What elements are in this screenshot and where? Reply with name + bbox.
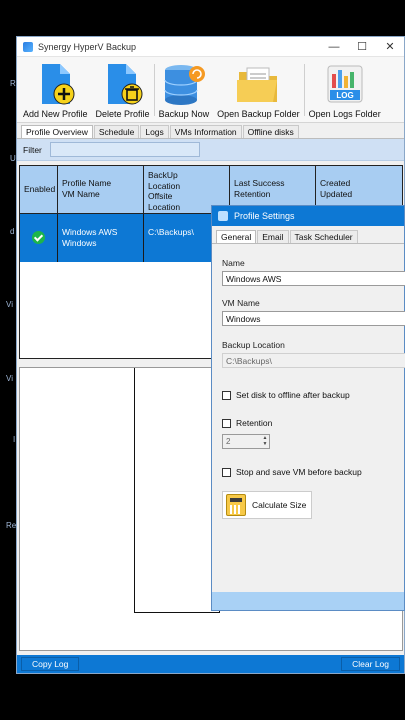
name-field[interactable] [222,271,405,286]
background-text-fragment: Vi [6,300,13,309]
tab-vms-information[interactable]: VMs Information [170,125,242,138]
filter-input[interactable] [50,142,200,157]
tab-task-scheduler[interactable]: Task Scheduler [290,230,358,243]
delete-profile-icon [100,62,146,106]
tab-schedule[interactable]: Schedule [94,125,139,138]
dialog-title: Profile Settings [234,211,295,221]
calculate-size-button[interactable] [222,491,312,519]
tab-logs[interactable]: Logs [140,125,168,138]
minimize-button[interactable]: — [328,40,340,53]
add-profile-icon [32,62,78,106]
retention-label: Retention [236,418,273,428]
profile-name-cell: Windows AWS Windows [58,214,144,262]
ribbon-label: Open Backup Folder [217,109,300,119]
dialog-title-bar [212,206,404,226]
backup-database-icon [161,62,207,106]
calculator-icon [226,494,246,516]
background-text-fragment: d [10,227,15,236]
dialog-bottom-bar [212,592,404,610]
offline-disk-checkbox[interactable] [222,391,231,400]
column-header-backup-location[interactable]: BackUp Location Offsite Location [144,166,230,213]
window-title: Synergy HyperV Backup [38,41,137,52]
stop-vm-label: Stop and save VM before backup [236,467,362,477]
tab-offline-disks[interactable]: Offline disks [243,125,299,138]
background-text-fragment: U [10,154,16,163]
column-header-enabled[interactable]: Enabled [20,166,58,213]
folder-icon [235,62,281,106]
spin-down-icon[interactable]: ▼ [262,441,268,447]
ribbon-label: Backup Now [158,109,210,119]
retention-checkbox[interactable] [222,419,231,428]
log-chart-icon [322,62,368,106]
backup-location-cell: C:\Backups\ [144,214,230,262]
backup-now-button[interactable] [155,57,214,122]
filter-label: Filter [23,144,42,155]
background-text-fragment: Re [6,521,17,530]
backup-location-field[interactable] [222,353,405,368]
offline-disk-option[interactable] [222,390,394,400]
close-button[interactable]: ✕ [385,41,395,53]
title-bar [17,37,404,57]
filter-bar [17,139,404,161]
spin-up-icon[interactable]: ▲ [262,435,268,441]
calculate-size-label: Calculate Size [252,500,307,510]
log-column-outline [134,368,220,613]
stop-vm-checkbox[interactable] [222,468,231,477]
bottom-bar [17,655,404,673]
ribbon-toolbar [17,57,404,123]
vm-name-label: VM Name [222,298,260,308]
retention-stepper[interactable] [222,434,270,449]
background-text-fragment: Vi [6,374,13,383]
open-backup-folder-button[interactable] [213,57,304,122]
main-tabs [17,123,404,139]
open-logs-folder-button[interactable] [305,57,385,122]
ribbon-label: Delete Profile [95,109,150,119]
retention-option[interactable] [222,418,394,428]
tab-general[interactable]: General [216,230,256,243]
column-header-profile-name[interactable]: Profile Name VM Name [58,166,144,213]
name-label: Name [222,258,245,268]
tab-email[interactable]: Email [257,230,288,243]
log-icon-text: LOG [335,91,354,100]
clear-log-button[interactable]: Clear Log [341,657,400,671]
dialog-body [212,244,404,525]
dialog-app-icon [218,211,228,221]
offline-disk-label: Set disk to offline after backup [236,390,350,400]
add-new-profile-button[interactable] [19,57,92,122]
column-header-created[interactable]: Created Updated [320,178,353,199]
delete-profile-button[interactable] [92,57,154,122]
maximize-button[interactable]: ☐ [357,41,367,53]
column-header-last-success[interactable]: Last Success Retention [230,166,316,213]
background-text-fragment: R [10,79,16,88]
ribbon-label: Open Logs Folder [308,109,381,119]
tab-profile-overview[interactable]: Profile Overview [21,125,93,138]
dialog-tabs [212,226,404,244]
stop-vm-option[interactable] [222,467,394,477]
background-text-fragment: I [13,435,16,444]
vm-name-field[interactable] [222,311,405,326]
checkmark-icon [32,231,45,244]
enabled-cell[interactable] [20,214,58,262]
profile-settings-dialog [211,205,405,611]
ribbon-label: Add New Profile [23,109,88,119]
app-icon [23,42,33,52]
backup-location-label: Backup Location [222,340,285,350]
copy-log-button[interactable]: Copy Log [21,657,79,671]
retention-value[interactable] [223,435,261,448]
